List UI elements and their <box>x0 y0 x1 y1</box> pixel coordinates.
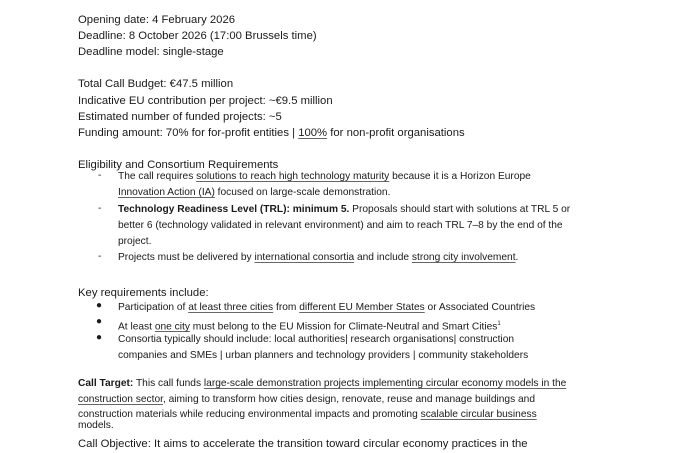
link-innovation-action[interactable]: Innovation Action (IA) <box>118 187 215 198</box>
link-international-consortia[interactable]: international consortia <box>254 252 355 263</box>
key-requirements-heading: Key requirements include: <box>78 287 209 299</box>
link-strong-city-involvement[interactable]: strong city involvement <box>411 252 516 263</box>
total-budget: Total Call Budget: €47.5 million <box>78 78 234 90</box>
eligibility-item-2-line-3: project. <box>118 236 152 247</box>
link-construction-sector[interactable]: construction sector <box>78 394 163 405</box>
bullet-icon: ● <box>96 332 103 343</box>
deadline-model: Deadline model: single-stage <box>78 46 224 58</box>
opening-date: Opening date: 4 February 2026 <box>78 14 236 26</box>
link-scalable-circular-business[interactable]: scalable circular business <box>420 409 537 420</box>
call-target-line-2: construction sector, aiming to transform how cities design, renovate, reuse and manage buildings and <box>78 394 535 405</box>
bullet-icon: ● <box>96 300 103 311</box>
key-requirement-3-line-2: companies and SMEs | urban planners and technology providers | community stakeholders <box>118 350 529 361</box>
dash-marker: - <box>98 170 102 181</box>
call-target-line-1: Call Target: This call funds large-scale demonstration projects implementing circular economy models in the <box>78 378 567 389</box>
bullet-icon: ● <box>96 316 103 327</box>
key-requirement-2: At least one city must belong to the EU Mission for Climate-Neutral and Smart Cities$^1$ <box>118 321 501 333</box>
indicative-contribution: Indicative EU contribution per project: ~€9.5 million <box>78 95 333 107</box>
eligibility-item-2-line-2: better 6 (technology validated in relevant environment) and aim to reach TRL 7–8 by the end of the <box>118 220 563 231</box>
eligibility-item-2-line-1: Technology Readiness Level (TRL): minimum 5. Proposals should start with solutions at TRL 5 or <box>118 204 571 215</box>
link-high-technology-maturity[interactable]: solutions to reach high technology maturity <box>196 171 390 182</box>
deadline: Deadline: 8 October 2026 (17:00 Brussels time) <box>78 30 317 42</box>
footnote-ref[interactable]: 1 <box>497 321 501 327</box>
funding-prefix: Funding amount: 70% for for-profit entities | <box>78 127 299 139</box>
call-target-line-3: construction materials while reducing environmental impacts and promoting scalable circular business <box>78 409 537 420</box>
link-large-scale-demo[interactable]: large-scale demonstration projects implementing circular economy models in the <box>203 378 567 389</box>
trl-label: Technology Readiness Level (TRL): minimum 5. <box>118 204 350 215</box>
eligibility-item-3-line-1: Projects must be delivered by international consortia and include strong city involvement. <box>118 252 519 263</box>
funding-amount <box>78 125 465 141</box>
estimated-projects: Estimated number of funded projects: ~5 <box>78 111 282 123</box>
eligibility-item-1-line-2: Innovation Action (IA) focused on large-scale demonstration. <box>118 187 391 198</box>
link-three-cities[interactable]: at least three cities <box>188 302 274 313</box>
link-different-member-states[interactable]: different EU Member States <box>299 302 425 313</box>
key-requirement-3-line-1: Consortia typically should include: local authorities| research organisations| construction <box>118 334 515 345</box>
call-target-label: Call Target: <box>78 378 134 389</box>
link-one-city[interactable]: one city <box>154 321 190 333</box>
key-requirement-1: Participation of at least three cities from different EU Member States or Associated Countries <box>118 302 536 313</box>
call-target-line-4: models. <box>78 420 114 431</box>
dash-marker: - <box>98 203 102 214</box>
dash-marker: - <box>98 251 102 262</box>
eligibility-item-1-line-1: The call requires solutions to reach high technology maturity because it is a Horizon Europe <box>118 171 531 182</box>
funding-100-link[interactable]: 100% <box>298 127 328 139</box>
eligibility-heading: Eligibility and Consortium Requirements <box>78 159 279 171</box>
call-objective: Call Objective: It aims to accelerate the transition toward circular economy practices in the <box>78 438 528 450</box>
funding-suffix: for non-profit organisations <box>327 127 465 139</box>
